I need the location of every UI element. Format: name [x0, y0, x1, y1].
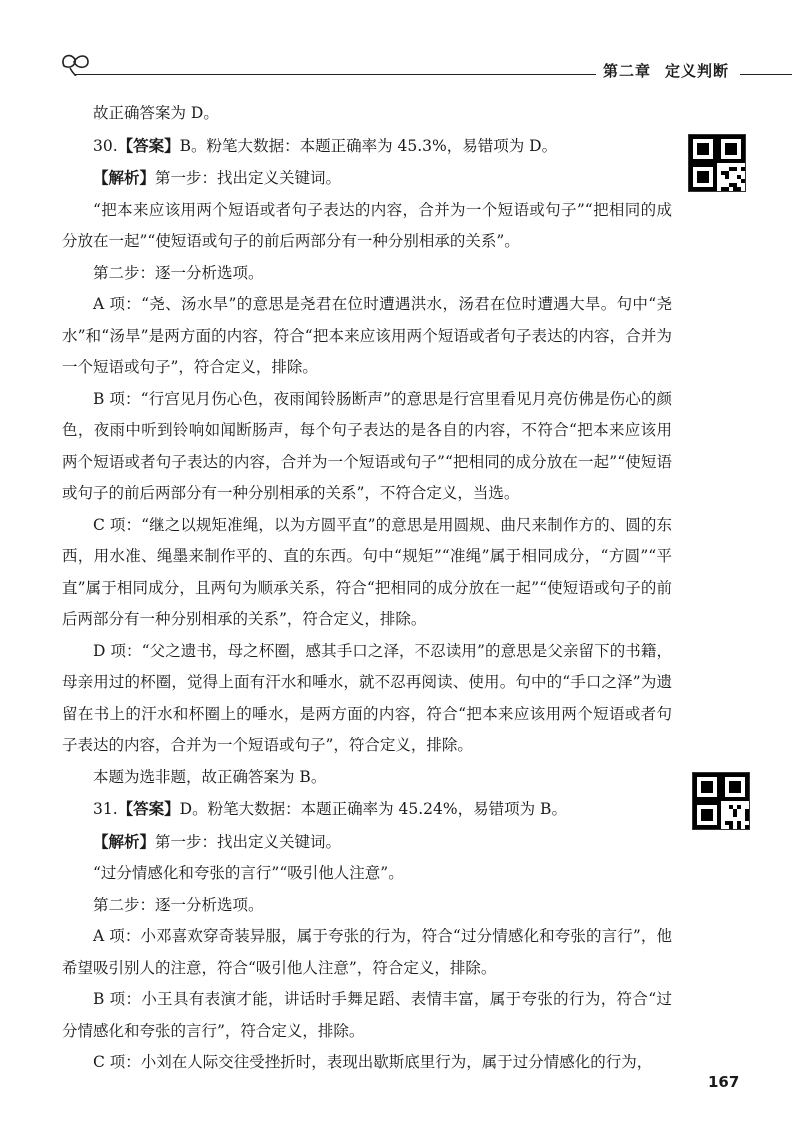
option-b: B 项：“行宫见月伤心色，夜雨闻铃肠断声”的意思是行宫里看见月亮仿佛是伤心的颜色，夜雨中听到铃响如闻断肠声，每个句子表达的是各自的内容，不符合“把本来应该用两个短语或者句子表达的内容，合并为一个短语或句子”“把相同的成分放在一起”“使短语或句子的前后两部分有一种分别相承的关系”，不符合定义，当选。	[62, 389, 672, 502]
answer-tag: 【答案】	[117, 799, 180, 818]
answer-31: 31.【答案】D。粉笔大数据：本题正确率为 45.24%，易错项为 B。	[93, 799, 567, 818]
option-c: C 项：小刘在人际交往受挫折时，表现出歇斯底里行为，属于过分情感化的行为，	[93, 1053, 653, 1071]
option-a: A 项：“尧、汤水旱”的意思是尧君在位时遭遇洪水，汤君在位时遭遇大旱。句中“尧水”和“汤旱”是两方面的内容，符合“把本来应该用两个短语或者句子表达的内容，合并为一个短语或句子”，符合定义，排除。	[62, 295, 672, 376]
page-header	[0, 0, 800, 90]
answer-30: 30.【答案】B。粉笔大数据：本题正确率为 45.3%，易错项为 D。	[93, 135, 558, 155]
analysis-30: 【解析】第一步：找出定义关键词。	[93, 168, 342, 187]
qr-code-icon[interactable]	[692, 772, 750, 830]
analysis-31: 【解析】第一步：找出定义关键词。	[93, 831, 342, 851]
option-c: C 项：“继之以规矩准绳，以为方圆平直”的意思是用圆规、曲尺来制作方的、圆的东西，用水准、绳墨来制作平的、直的东西。句中“规矩”“准绳”属于相同成分，“方圆”“平直”属于相同成分，且两句为顺承关系，符合“把相同的成分放在一起”“使短语或句子的前后两部分有一种分别相承的关系”，符合定义，排除。	[62, 515, 672, 628]
qr-code-icon[interactable]	[688, 134, 746, 192]
leaf-icon	[58, 50, 98, 76]
analysis-tag: 【解析】	[93, 831, 156, 851]
paragraph: 第二步：逐一分析选项。	[93, 263, 264, 282]
paragraph: “过分情感化和夸张的言行”“吸引他人注意”。	[93, 864, 404, 882]
header-rule-right	[740, 74, 792, 75]
answer-explanation-body	[62, 98, 672, 1079]
analysis-tag: 【解析】	[93, 168, 156, 187]
answer-tag: 【答案】	[117, 135, 180, 155]
option-b: B 项：小王具有表演才能，讲话时手舞足蹈、表情丰富，属于夸张的行为，符合“过分情感化和夸张的言行”，符合定义，排除。	[62, 990, 672, 1040]
chapter-title: 定义判断	[665, 62, 730, 80]
option-d: D 项：“父之遗书，母之杯圈，感其手口之泽，不忍读用”的意思是父亲留下的书籍，母亲用过的杯圈，觉得上面有汗水和唾水，就不忍再阅读、使用。句中的“手口之泽”为遗留在书上的汗水和杯圈上的唾水，是两方面的内容，符合“把本来应该用两个短语或者句子表达的内容，合并为一个短语或句子”，符合定义，排除。	[62, 641, 672, 754]
page-number: 167	[708, 1073, 740, 1091]
header-rule	[74, 74, 596, 75]
paragraph: 故正确答案为 D。	[93, 104, 219, 122]
option-a: A 项：小邓喜欢穿奇装异服，属于夸张的行为，符合“过分情感化和夸张的言行”，他希望吸引别人的注意，符合“吸引他人注意”，符合定义，排除。	[62, 927, 672, 977]
paragraph: “把本来应该用两个短语或者句子表达的内容，合并为一个短语或句子”“把相同的成分放在一起”“使短语或句子的前后两部分有一种分别相承的关系”。	[62, 200, 672, 250]
chapter-label: 第二章	[603, 62, 652, 80]
chapter-heading	[603, 60, 729, 81]
paragraph: 第二步：逐一分析选项。	[93, 895, 264, 914]
paragraph: 本题为选非题，故正确答案为 B。	[93, 767, 327, 786]
